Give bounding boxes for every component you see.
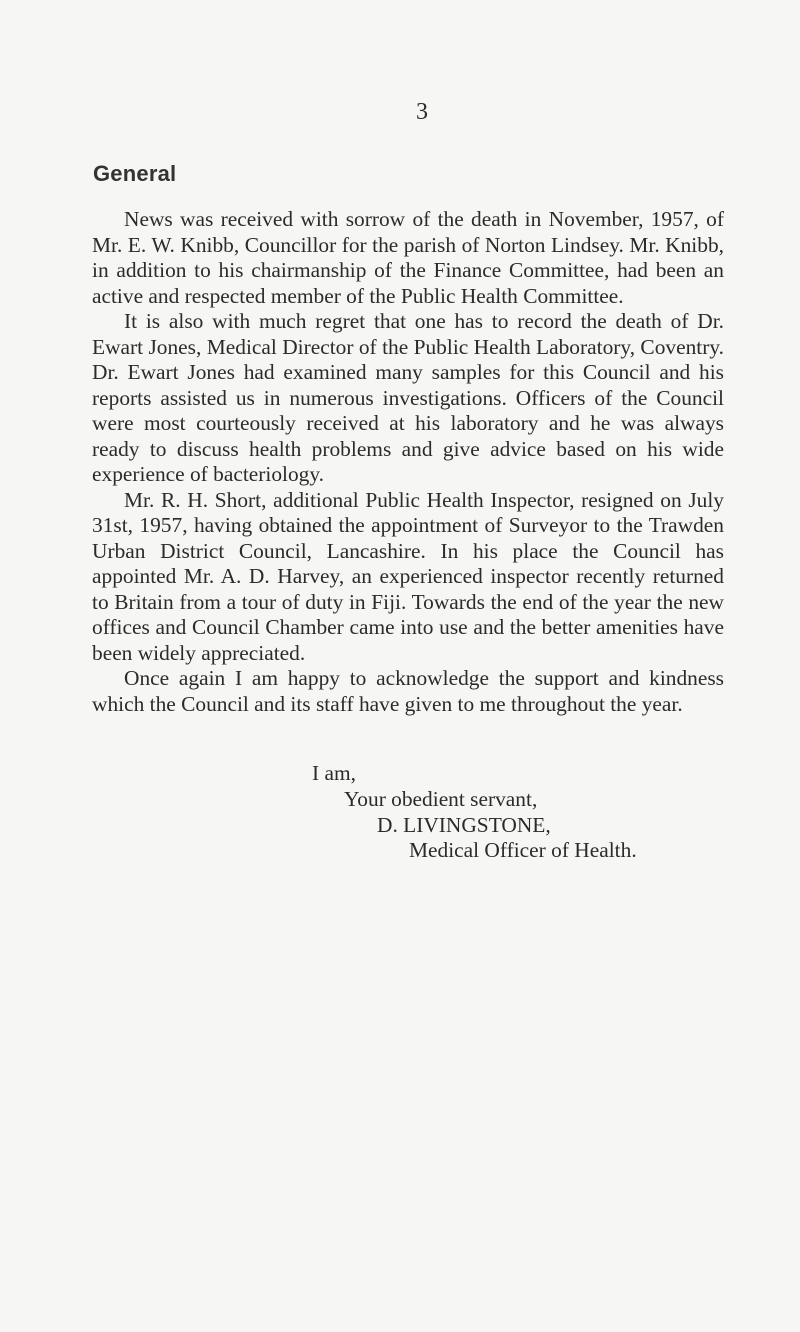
paragraph: News was received with sorrow of the death in November, 1957, of Mr. E. W. Knibb, Councillor for the parish of Norton Lindsey. Mr. Knibb, in addition to his chairmanship of the Finance Committee, had been an active and respected member of the Public Health Committee. bbox=[92, 207, 724, 308]
paragraph: Once again I am happy to acknowledge the support and kindness which the Council and its staff have given to me throughout the year. bbox=[92, 666, 724, 716]
closing-line: I am, bbox=[312, 761, 356, 785]
paragraph: It is also with much regret that one has to record the death of Dr. Ewart Jones, Medical Director of the Public Health Laboratory, Coventry. Dr. Ewart Jones had examined many samples for this Council and his reports assisted us in numerous investigations. Officers of the Council were most courteously received at his laboratory and he was always ready to discuss health problems and give advice based on his wide experience of bacteriology. bbox=[92, 309, 724, 486]
signatory-name: D. LIVINGSTONE, bbox=[377, 813, 551, 837]
section-heading: General bbox=[93, 161, 177, 186]
paragraph: Mr. R. H. Short, additional Public Health Inspector, resigned on July 31st, 1957, having obtained the appointment of Surveyor to the Trawden Urban District Council, Lancashire. In his place the Council has appointed Mr. A. D. Harvey, an experienced inspector recently returned to Britain from a tour of duty in Fiji. Towards the end of the year the new offices and Council Chamber came into use and the better amenities have been widely appreciated. bbox=[92, 487, 724, 665]
signatory-title: Medical Officer of Health. bbox=[409, 838, 637, 862]
body-text bbox=[92, 207, 724, 717]
page-number: 3 bbox=[416, 99, 428, 125]
regards-line: Your obedient servant, bbox=[344, 787, 538, 811]
